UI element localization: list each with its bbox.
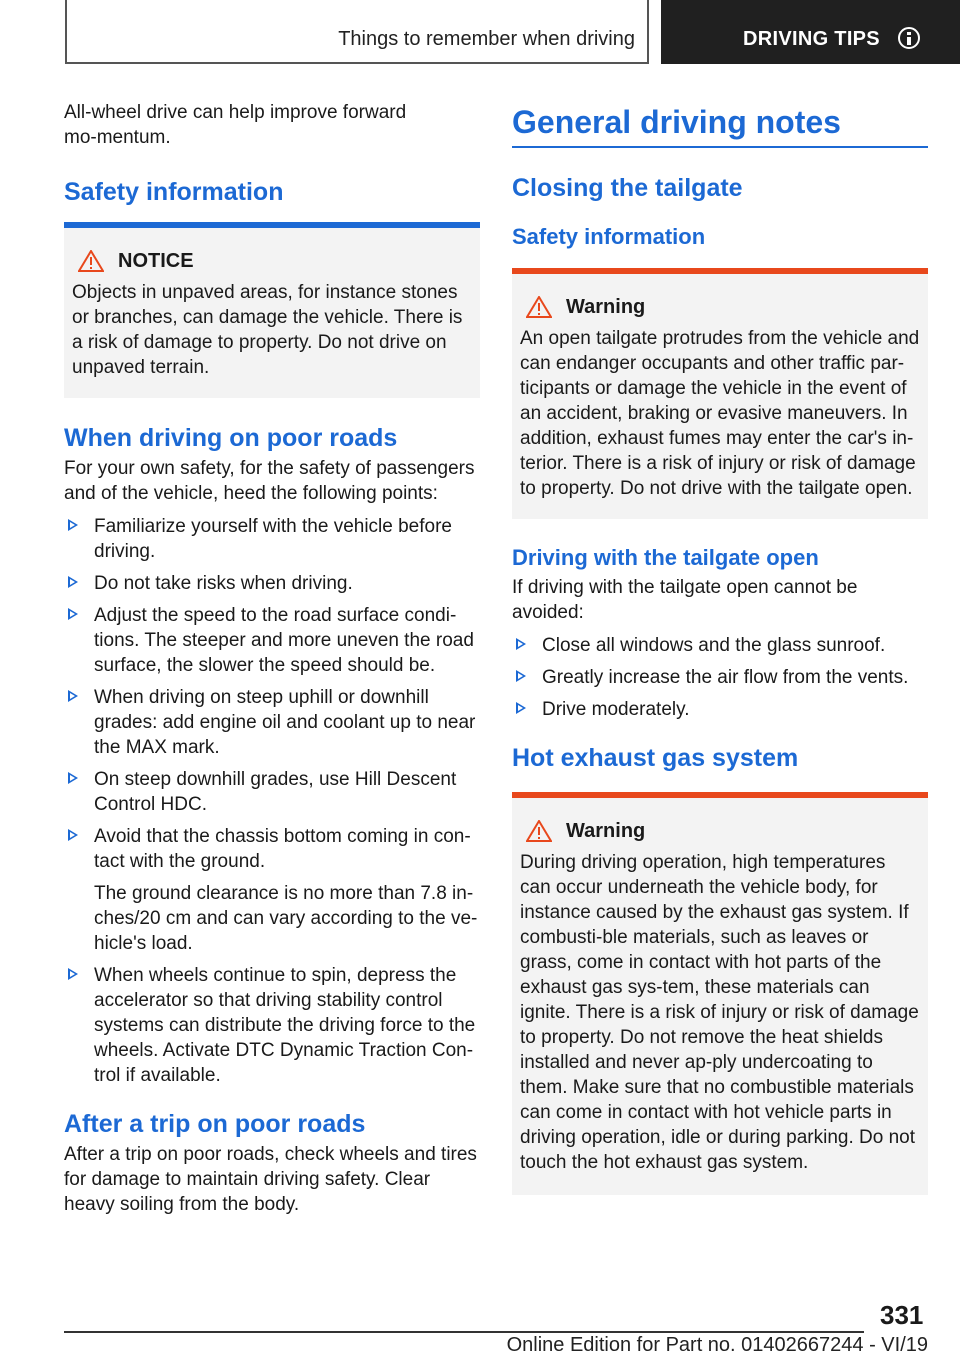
bullet-triangle-icon [68,519,78,531]
list-item: Adjust the speed to the road surface condi-tions. The steeper and more uneven the road surface, the slower the speed should be. [64,603,480,678]
after-trip-text: After a trip on poor roads, check wheels and tires for damage to maintain driving safety. Clear heavy soiling from the body. [64,1144,477,1215]
bullet-triangle-icon [516,638,526,650]
list-item: Close all windows and the glass sunroof. [512,633,928,658]
poor-roads-list [64,514,480,1088]
bullet-triangle-icon [516,670,526,682]
poor-roads-heading: When driving on poor roads [64,424,398,452]
title-rule [512,146,928,148]
tailgate-open-intro: If driving with the tailgate open cannot be avoided: [512,577,858,623]
warning-box-exhaust [512,798,928,1195]
notice-label: NOTICE [118,250,194,272]
footer-rule [64,1331,864,1333]
warning-box-tailgate [512,274,928,519]
notice-title [72,248,472,274]
warning-label: Warning [566,820,646,842]
header-section-title: Things to remember when driving [338,28,635,50]
list-item: Greatly increase the air flow from the vents. [512,665,928,690]
bullet-triangle-icon [68,829,78,841]
safety-info-subheading: Safety information [512,224,706,249]
notice-text: Objects in unpaved areas, for instance stones or branches, can damage the vehicle. There is a risk of damage to property. Do not drive on unpaved terrain. [72,282,463,378]
list-item: Avoid that the chassis bottom coming in con-tact with the ground. The ground clearance is no more than 7.8 in-ches/20 cm and can vary according to the ve-hicle's load. [64,824,480,956]
bullet-triangle-icon [68,968,78,980]
warning-triangle-icon [526,296,552,318]
list-item-subtext: The ground clearance is no more than 7.8 in-ches/20 cm and can vary according to the ve-hicle's load. [94,883,478,954]
tailgate-open-heading: Driving with the tailgate open [512,545,819,570]
intro-paragraph: All-wheel drive can help improve forward mo-mentum. [64,102,407,148]
warning-text: During driving operation, high temperatures can occur underneath the vehicle body, for instance caused by the exhaust gas system. If combusti-ble materials, such as leaves or grass, come in contact with hot parts of the exhaust gas sys-tem, these materials can ignite. There is a risk of injury or risk of damage to property. Do not remove the heat shields installed and never ap-ply undercoating to them. Make sure that no combustible materials can come in contact with hot vehicle parts in driving operation, idle or during parking. Do not touch the hot exhaust gas system. [520,852,919,1173]
tailgate-open-list [512,633,928,722]
list-item: When wheels continue to spin, depress the accelerator so that driving stability control systems can distribute the driving force to the wheels. Activate DTC Dynamic Traction Con-trol if available. [64,963,480,1088]
poor-roads-intro: For your own safety, for the safety of passengers and of the vehicle, heed the following points: [64,458,475,504]
warning-text: An open tailgate protrudes from the vehicle and can endanger occupants and other traffic par-ticipants or damage the vehicle in the event of an accident, braking or evasive maneuvers. In addition, exhaust fumes may enter the car's in-terior. There is a risk of injury or risk of damage to property. Do not drive with the tailgate open. [520,328,920,499]
left-column [64,100,480,1217]
header-chapter-tab[interactable] [661,0,960,64]
footer-edition: Online Edition for Part no. 01402667244 - VI/19 [506,1334,928,1356]
bullet-triangle-icon [516,702,526,714]
list-item: Do not take risks when driving. [64,571,480,596]
warning-triangle-icon [78,250,104,272]
list-item: Familiarize yourself with the vehicle before driving. [64,514,480,564]
warning-title [520,818,920,844]
right-column [512,100,928,1195]
list-item: Drive moderately. [512,697,928,722]
warning-label: Warning [566,296,646,318]
warning-title [520,294,920,320]
page-number: 331 [880,1300,924,1330]
exhaust-heading: Hot exhaust gas system [512,744,799,772]
notice-box [64,228,480,398]
list-item: When driving on steep uphill or downhill grades: add engine oil and coolant up to near the MAX mark. [64,685,480,760]
bullet-triangle-icon [68,608,78,620]
info-icon[interactable] [898,27,920,49]
header-chapter-label: DRIVING TIPS [743,28,880,50]
tailgate-heading: Closing the tailgate [512,174,743,202]
safety-info-heading: Safety information [64,178,284,206]
warning-triangle-icon [526,820,552,842]
bullet-triangle-icon [68,690,78,702]
bullet-triangle-icon [68,576,78,588]
bullet-triangle-icon [68,772,78,784]
page-title: General driving notes [512,104,841,140]
after-trip-heading: After a trip on poor roads [64,1110,366,1138]
list-item: On steep downhill grades, use Hill Descent Control HDC. [64,767,480,817]
